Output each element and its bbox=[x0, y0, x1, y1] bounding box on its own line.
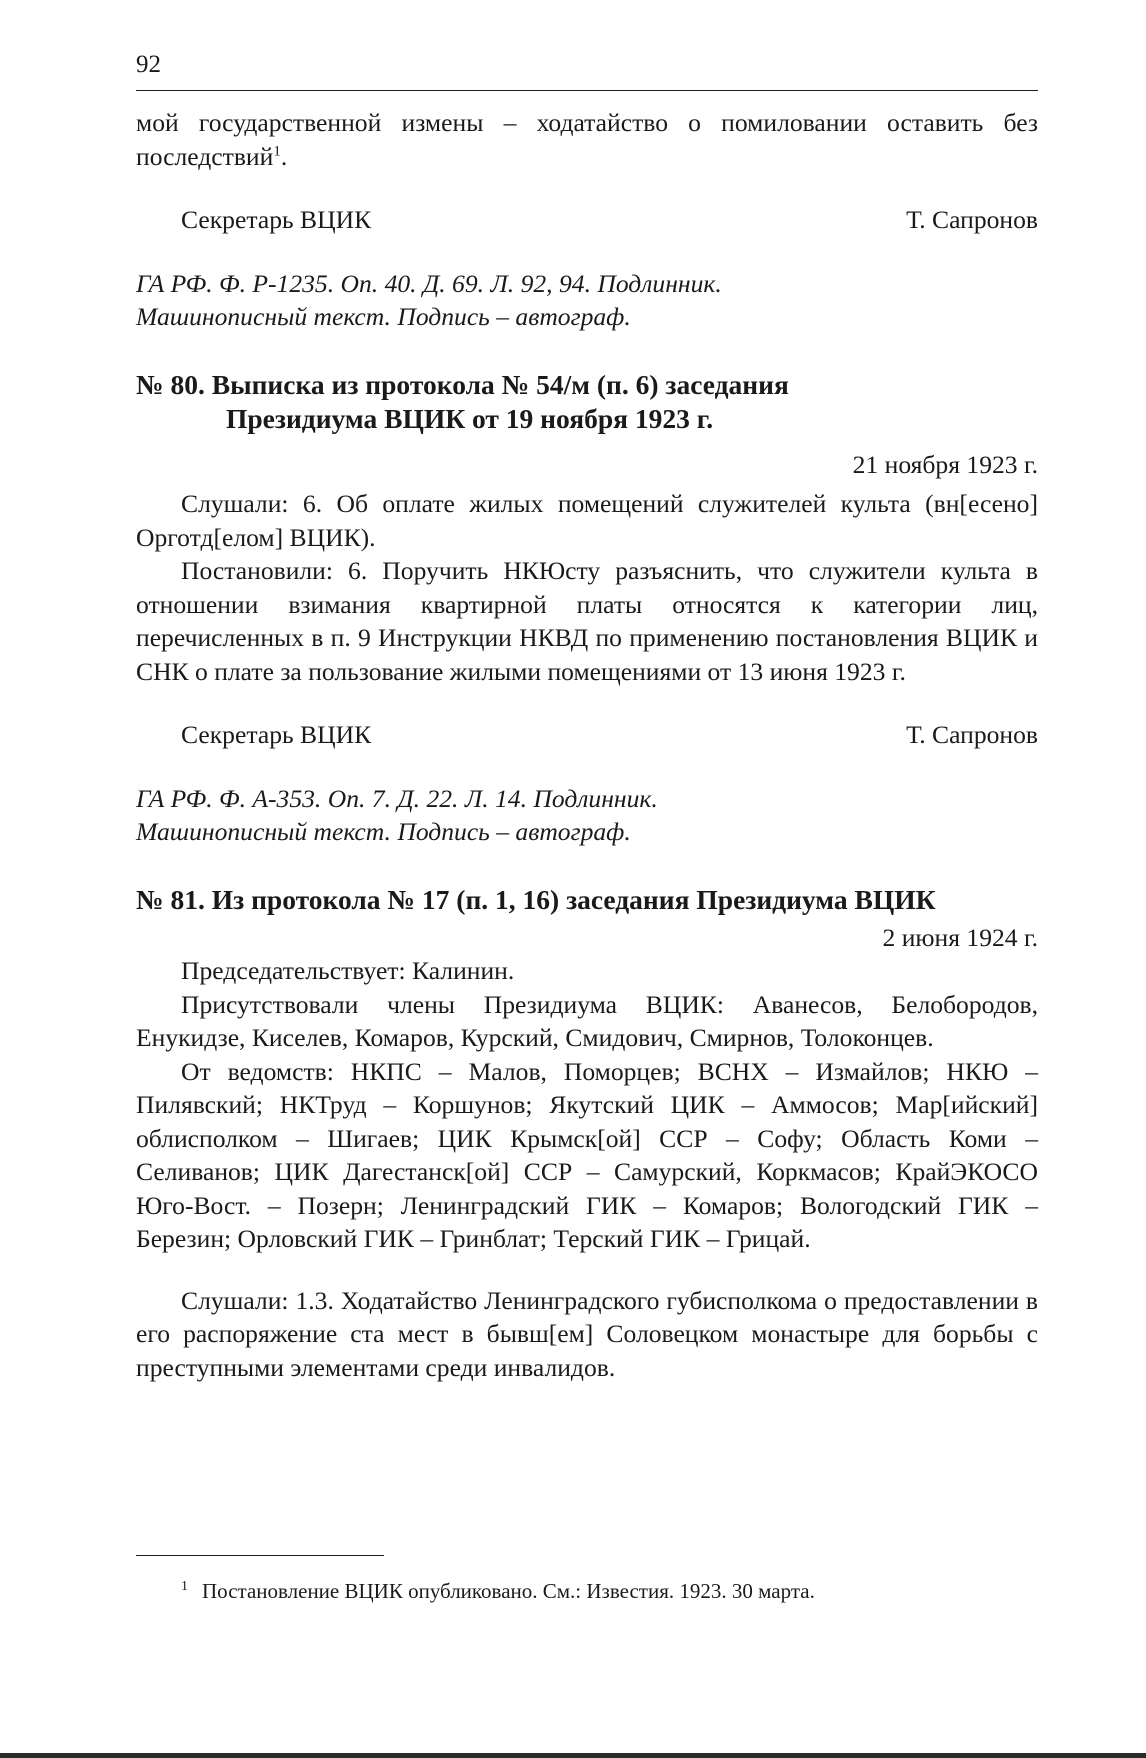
document-81-departments: От ведомств: НКПС – Малов, Поморцев; ВСНХ – Измайлов; НКЮ – Пилявский; НКТруд – Коршунов; Якутский ЦИК – Аммосов; Мар[ийский] облисполком – Шигаев; ЦИК Крымск[ой] ССР – Софу; Область Коми – Селиванов; ЦИК Дагестанск[ой] ССР – Самурский, Коркмасов; КрайЭКОСО Юго-Вост. – Позерн; Ленинградский ГИК – Комаров; Вологодский ГИК – Березин; Орловский ГИК – Гринблат; Терский ГИК – Грицай. bbox=[136, 1056, 1038, 1253]
signature-block-2 bbox=[136, 718, 1038, 752]
document-81-heard: Слушали: 1.3. Ходатайство Ленинградского губисполкома о предоставлении в его распоряжение ста мест в бывш[ем] Соловецком монастыре для борьбы с преступными элементами среди инвалидов. bbox=[136, 1285, 1038, 1382]
header-rule bbox=[136, 90, 1038, 91]
document-80-heard: Слушали: 6. Об оплате жилых помещений служителей культа (вн[есено] Орготд[елом] ВЦИК). bbox=[136, 489, 1038, 552]
archive-line: Машинописный текст. Подпись – автограф. bbox=[136, 817, 631, 846]
footnote bbox=[181, 1577, 1038, 1605]
document-80-resolved: Постановили: 6. Поручить НКЮсту разъяснить, что служители культа в отношении взимания квартирной платы относятся к категории лиц, перечисленных в п. 9 Инструкции НКВД по применению постановления ВЦИК и СНК о плате за пользование жилыми помещениями от 13 июня 1923 г. bbox=[136, 556, 1038, 686]
archive-reference-2 bbox=[136, 782, 1038, 849]
footnote-ref: 1 bbox=[273, 142, 281, 159]
document-81-date: 2 июня 1924 г. bbox=[882, 922, 1038, 952]
document-81-heading: № 81. Из протокола № 17 (п. 1, 16) заседания Президиума ВЦИК bbox=[136, 883, 936, 915]
document-81-present: Присутствовали члены Президиума ВЦИК: Аванесов, Белобородов, Енукидзе, Киселев, Комаров, Курский, Смидович, Смирнов, Толоконцев. bbox=[136, 989, 1038, 1052]
page-content bbox=[136, 106, 1038, 1384]
continuation-text: мой государственной измены – ходатайство о помиловании оставить без последствий bbox=[136, 108, 1038, 171]
document-81-chair: Председательствует: Калинин. bbox=[181, 956, 515, 985]
heading-line: Президиума ВЦИК от 19 ноября 1923 г. bbox=[226, 402, 714, 434]
signature-block-1 bbox=[136, 203, 1038, 237]
footnote-text: Постановление ВЦИК опубликовано. См.: Известия. 1923. 30 марта. bbox=[202, 1579, 815, 1603]
signature-title: Секретарь ВЦИК bbox=[181, 720, 372, 749]
continuation-end: . bbox=[280, 141, 288, 171]
archive-line: Машинописный текст. Подпись – автограф. bbox=[136, 302, 631, 331]
footnote-rule bbox=[136, 1555, 384, 1556]
continuation-paragraph bbox=[136, 106, 1038, 173]
scan-edge bbox=[0, 1753, 1146, 1758]
footnote-marker: 1 bbox=[181, 1579, 188, 1594]
signature-name: Т. Сапронов bbox=[906, 205, 1038, 234]
archive-reference-1 bbox=[136, 267, 1038, 334]
heading-line: № 80. Выписка из протокола № 54/м (п. 6) заседания bbox=[136, 368, 789, 400]
signature-title: Секретарь ВЦИК bbox=[181, 205, 372, 234]
page-number: 92 bbox=[136, 51, 161, 78]
archive-line: ГА РФ. Ф. Р-1235. Оп. 40. Д. 69. Л. 92, 94. Подлинник. bbox=[136, 268, 722, 298]
archive-line: ГА РФ. Ф. А-353. Оп. 7. Д. 22. Л. 14. Подлинник. bbox=[136, 783, 658, 813]
document-80-heading bbox=[136, 368, 1038, 436]
document-80-date: 21 ноября 1923 г. bbox=[852, 449, 1038, 479]
signature-name: Т. Сапронов bbox=[906, 720, 1038, 749]
